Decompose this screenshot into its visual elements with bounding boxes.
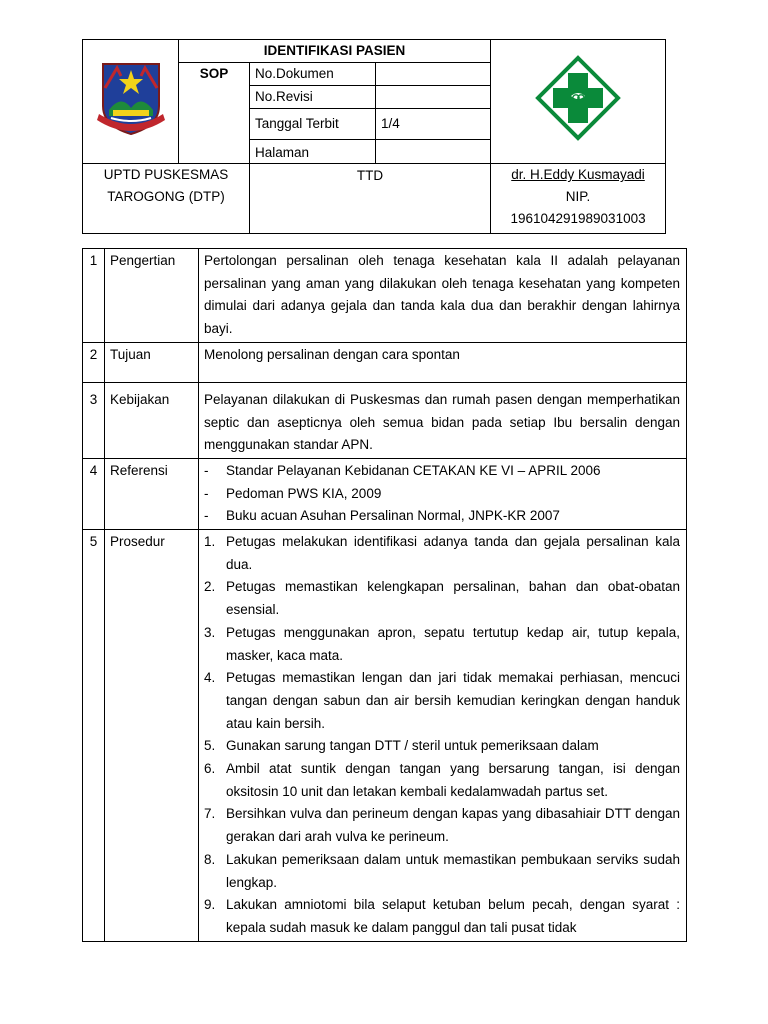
procedure-step [204,803,680,848]
reference-item: - Buku acuan Asuhan Persalinan Normal, JNPK-KR 2007 [204,505,680,528]
step-text: Gunakan sarung tangan DTT / steril untuk pemeriksaan dalam [226,738,599,754]
section-number: 1 [83,249,105,343]
procedure-step [204,576,680,621]
field-value-tanggal-terbit: 1/4 [376,109,491,140]
field-label-tanggal-terbit: Tanggal Terbit [250,109,376,140]
right-logo-cell [491,40,666,164]
procedure-step [204,758,680,803]
section-label: Pengertian [105,249,199,343]
document-title: IDENTIFIKASI PASIEN [179,40,491,63]
field-label-halaman: Halaman [250,140,376,164]
section-number: 3 [83,382,105,458]
procedure-steps [204,531,680,940]
reference-item: - Standar Pelayanan Kebidanan CETAKAN KE VI – APRIL 2006 [204,460,680,483]
section-label: Kebijakan [105,382,199,458]
step-text: Petugas memastikan lengan dan jari tidak memakai perhiasan, mencuci tangan dengan sabun dan air bersih kemudian keringkan dengan handuk atau kain bersih. [226,670,680,731]
step-text: Lakukan pemeriksaan dalam untuk memastikan pembukaan serviks sudah lengkap. [226,851,680,890]
procedure-step [204,531,680,576]
section-label: Referensi [105,458,199,529]
procedure-step [204,622,680,667]
section-number: 5 [83,530,105,942]
field-label-no-revisi: No.Revisi [250,86,376,109]
step-number: 3. [204,624,216,640]
section-text: Pertolongan persalinan oleh tenaga kesehatan kala II adalah pelayanan persalinan yang aman yang dilakukan oleh tenaga kesehatan yang kompeten dimulai dari adanya gejala dan tanda kala dua dan berakhir dengan lahirnya bayi. [199,249,687,343]
signer-cell [491,164,666,234]
left-logo-cell [83,40,179,164]
step-text: Ambil atat suntik dengan tangan yang bersarung tangan, isi dengan oksitosin 10 unit dan letakan kembali kedalamwadah partus set. [226,761,680,799]
procedure-step [204,735,680,758]
step-text: Petugas memastikan kelengkapan persalinan, bahan dan obat-obatan esensial. [226,579,680,618]
reference-item: - Pedoman PWS KIA, 2009 [204,483,680,506]
procedure-step [204,667,680,735]
signer-nip-label: NIP. [565,189,591,204]
step-number: 7. [204,806,216,822]
field-value-no-revisi [376,86,491,109]
sop-content-table [82,248,687,942]
organization-cell [83,164,250,234]
step-text: Petugas melakukan identifikasi adanya tanda dan gejala persalinan kala dua. [226,534,680,572]
step-text: Lakukan amniotomi bila selaput ketuban belum pecah, dengan syarat : kepala sudah masuk ke dalam panggul dan tali pusat tidak [226,897,680,935]
step-text: Petugas menggunakan apron, sepatu tertutup kedap air, tutup kepala, masker, kaca mata. [226,624,680,663]
org-location: TAROGONG (DTP) [107,189,225,204]
procedure-step [204,849,680,894]
procedure-step [204,894,680,939]
section-label: Prosedur [105,530,199,942]
section-referensi [83,458,687,529]
step-number: 9. [204,897,216,913]
section-pengertian [83,249,687,343]
section-text: Menolong persalinan dengan cara spontan [199,342,687,382]
section-number: 2 [83,342,105,382]
section-tujuan [83,342,687,382]
field-label-no-dokumen: No.Dokumen [250,63,376,86]
section-kebijakan [83,382,687,458]
ttd-cell: TTD [250,164,491,234]
garut-emblem-icon [95,58,167,138]
section-number: 4 [83,458,105,529]
section-prosedur [83,530,687,942]
step-text: Bersihkan vulva dan perineum dengan kapas yang dibasahiair DTT dengan gerakan dari arah vulva ke perineum. [226,806,680,845]
section-text: Pelayanan dilakukan di Puskesmas dan rumah pasen dengan memperhatikan septic dan asepticnya oleh semua bidan pada setiap Ibu bersalin dengan menggunakan standar APN. [199,382,687,458]
step-number: 1. [204,534,216,550]
org-name: UPTD PUSKESMAS [103,167,229,182]
sop-label: SOP [179,63,250,164]
reference-list [204,460,680,528]
step-number: 2. [204,579,216,595]
section-label: Tujuan [105,342,199,382]
field-value-halaman [376,140,491,164]
step-number: 6. [204,761,216,777]
sop-header-table [82,39,666,234]
step-number: 8. [204,851,216,867]
signer-nip: 196104291989031003 [510,211,646,226]
step-number: 5. [204,738,216,754]
step-number: 4. [204,670,216,686]
puskesmas-cross-icon [535,55,621,141]
signer-name: dr. H.Eddy Kusmayadi [511,167,645,182]
field-value-no-dokumen [376,63,491,86]
